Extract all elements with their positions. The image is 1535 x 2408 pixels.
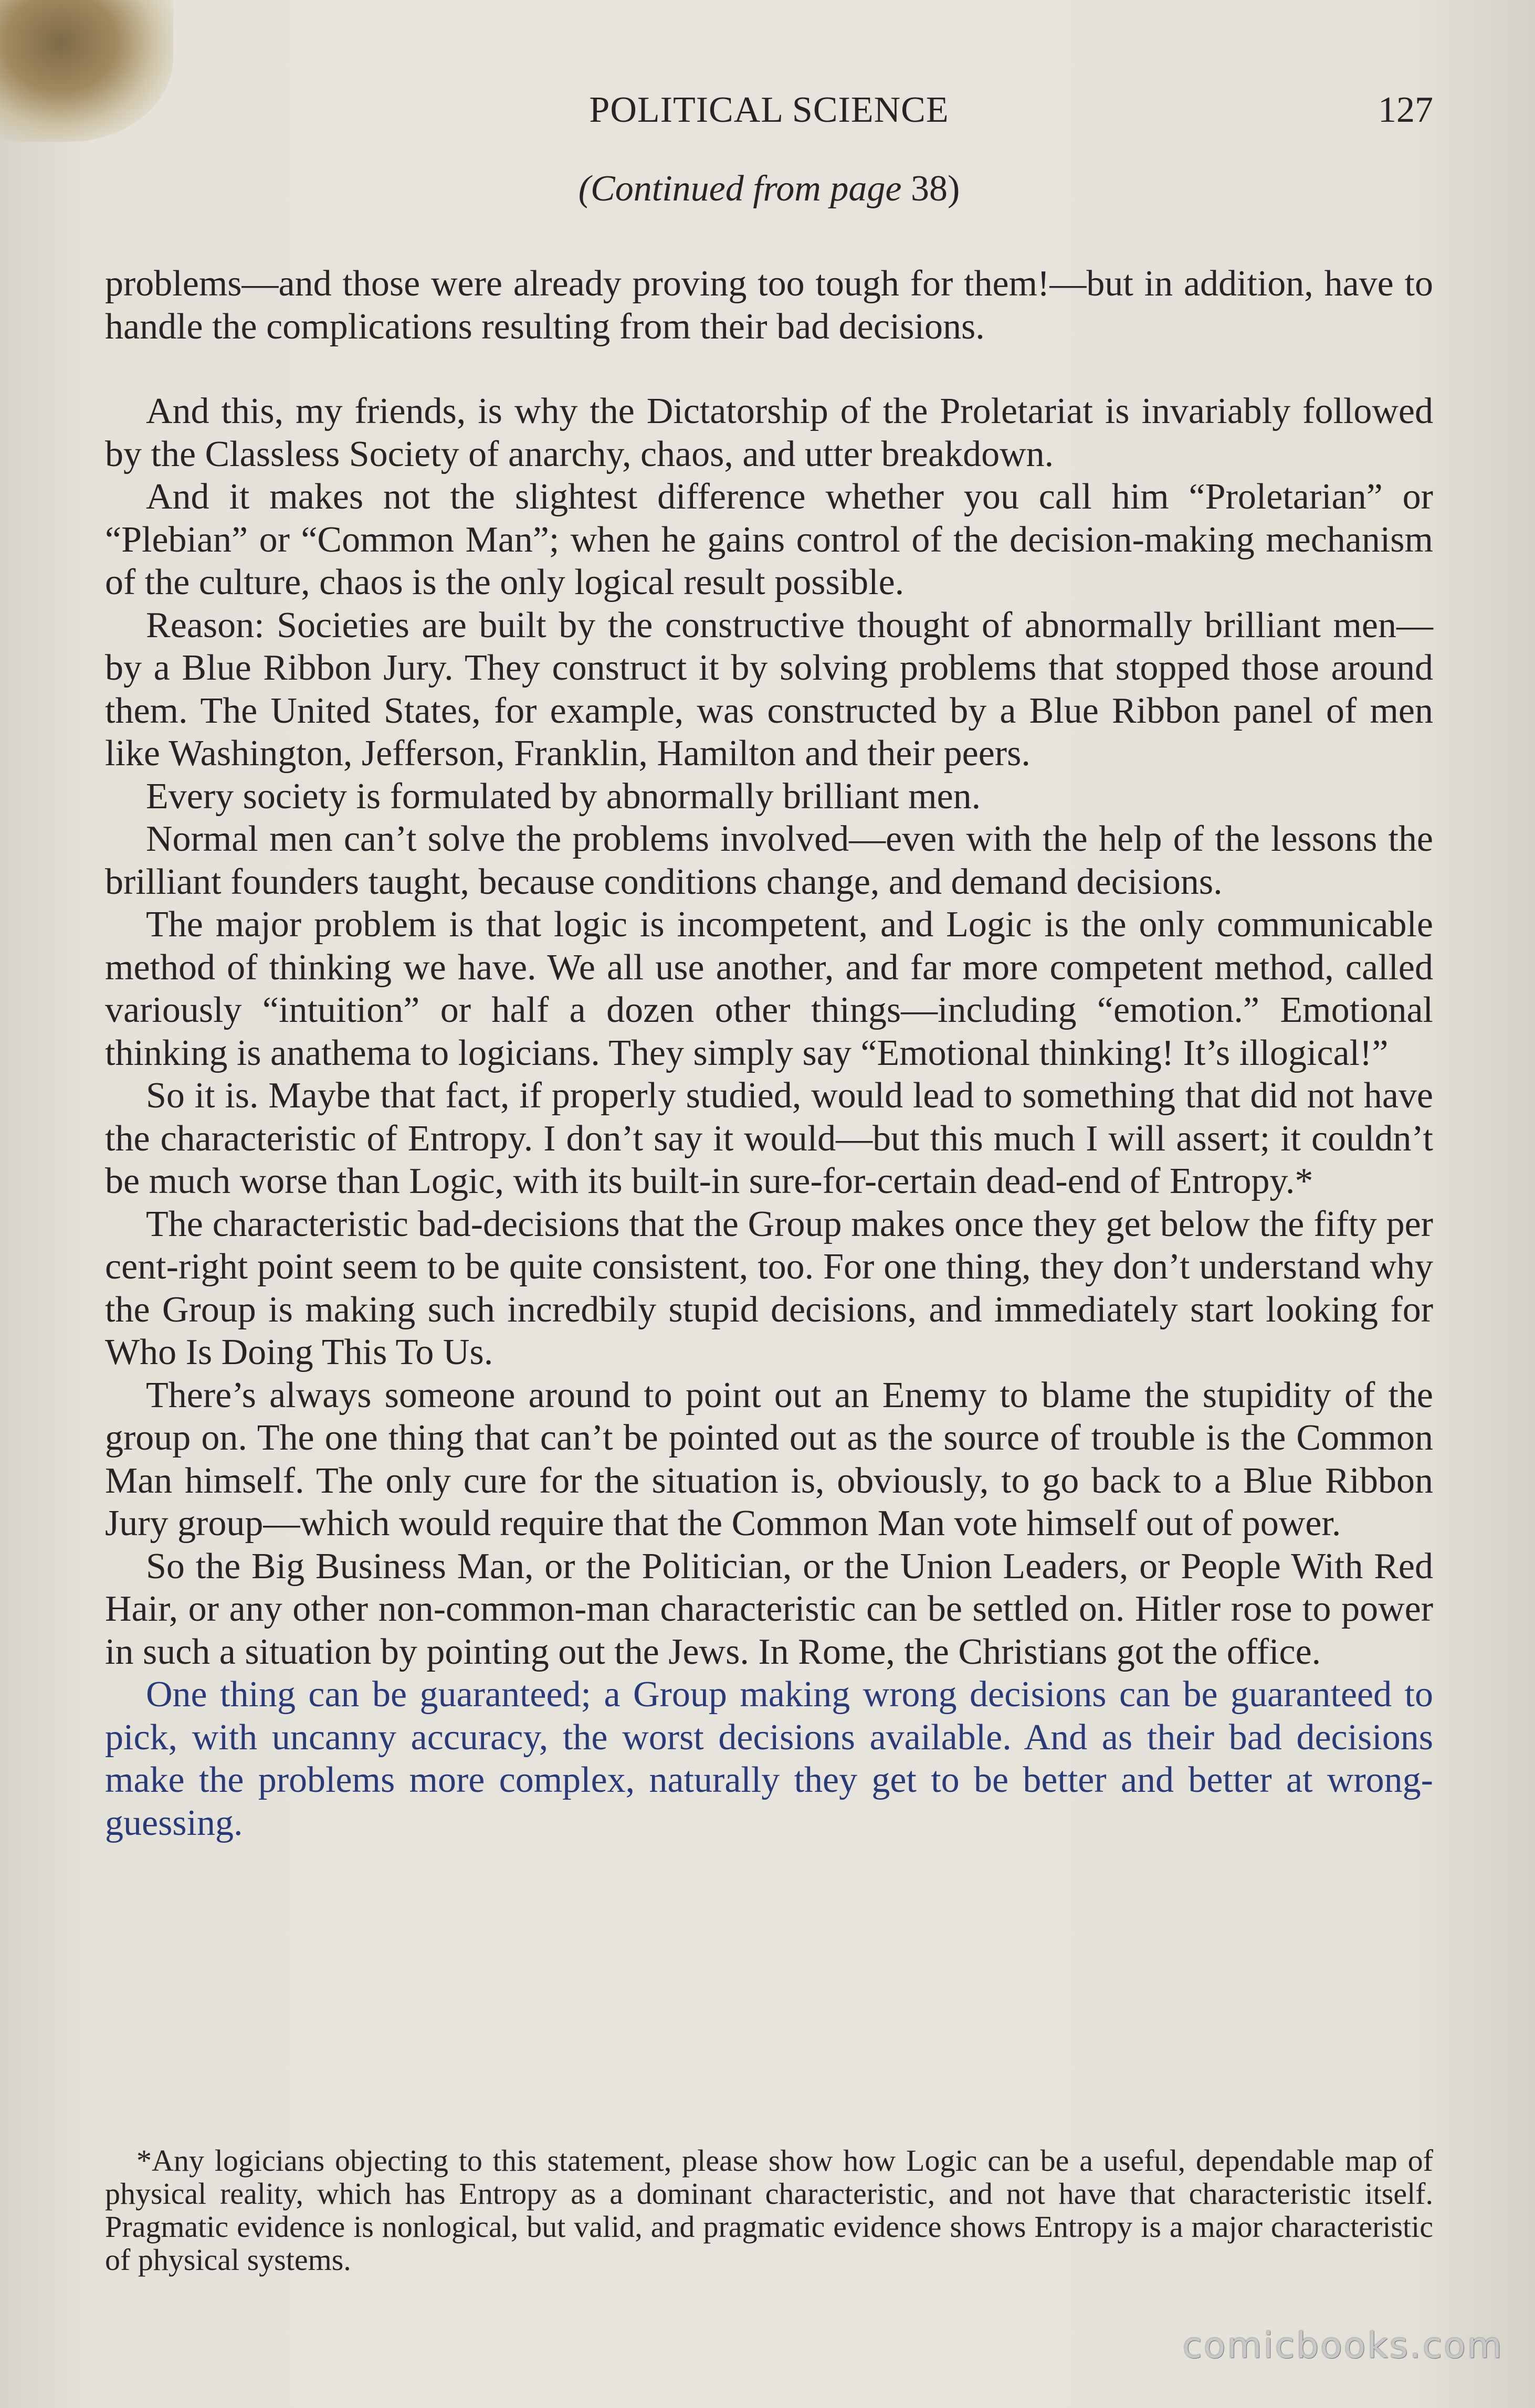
section-title: POLITICAL SCIENCE xyxy=(589,90,949,130)
running-head xyxy=(105,84,1433,142)
paragraph: And this, my friends, is why the Dictatorship of the Proletariat is invariably followed by the Classless Society of anarchy, chaos, and utter breakdown. xyxy=(105,391,1433,474)
paragraph: So the Big Business Man, or the Politician, or the Union Leaders, or People With Red Hair, or any other non-common-man characteristic can be settled on. Hitler rose to power in such a situation by pointing out the Jews. In Rome, the Christians got the office. xyxy=(105,1546,1433,1672)
paragraph: Every society is formulated by abnormally brilliant men. xyxy=(146,776,981,817)
site-watermark: comicbooks.com xyxy=(1182,2325,1504,2367)
paragraph: problems—and those were already proving too tough for them!—but in addition, have to handle the complications resulting from their bad decisions. xyxy=(105,263,1433,347)
paragraph: So it is. Maybe that fact, if properly studied, would lead to something that did not have the characteristic of Entropy. I don’t say it would—but this much I will assert; it couldn’t be much worse than Logic, with its built-in sure-for-certain dead-end of Entropy.* xyxy=(105,1075,1433,1201)
paragraph: And it makes not the slightest difference whether you call him “Proletarian” or “Plebian” or “Common Man”; when he gains control of the decision-making mechanism of the culture, chaos is the only logical result possible. xyxy=(105,477,1433,603)
paragraph: Normal men can’t solve the problems involved—even with the help of the lessons the brilliant founders taught, because conditions change, and demand decisions. xyxy=(105,819,1433,902)
paragraph: The characteristic bad-decisions that the Group makes once they get below the fifty per cent-right point seem to be quite consistent, too. For one thing, they don’t understand why the Group is making such incredbily stupid decisions, and immediately start looking for Who Is Doing This To Us. xyxy=(105,1203,1433,1372)
footnote-text: *Any logicians objecting to this statement, please show how Logic can be a useful, dependable map of physical reality, which has Entropy as a dominant characteristic, and not have that characteristic itself. Pragmatic evidence is nonlogical, but valid, and pragmatic evidence shows Entropy is a major characteristic of physical systems. xyxy=(105,2143,1433,2277)
paragraph: One thing can be guaranteed; a Group making wrong decisions can be guaranteed to pick, with uncanny accuracy, the worst decisions available. And as their bad decisions make the problems more complex, naturally they get to be better and better at wrong-guessing. xyxy=(105,1674,1433,1843)
article-body xyxy=(105,262,1433,1844)
page-number: 127 xyxy=(1378,90,1433,130)
paragraph: The major problem is that logic is incompetent, and Logic is the only communicable method of thinking we have. We all use another, and far more competent method, called variously “intuition” or half a dozen other things—including “emotion.” Emotional thinking is anathema to logicians. They simply say “Emotional thinking! It’s illogical!” xyxy=(105,904,1433,1073)
paragraph: Reason: Societies are built by the constructive thought of abnormally brilliant men—by a Blue Ribbon Jury. They construct it by solving problems that stopped those around them. The United States, for example, was constructed by a Blue Ribbon panel of men like Washington, Jefferson, Franklin, Hamilton and their peers. xyxy=(105,605,1433,774)
paragraph: There’s always someone around to point out an Enemy to blame the stupidity of the group on. The one thing that can’t be pointed out as the source of trouble is the Common Man himself. The only cure for the situation is, obviously, to go back to a Blue Ribbon Jury group—which would require that the Common Man vote himself out of power. xyxy=(105,1375,1433,1544)
continued-page: 38) xyxy=(910,168,960,209)
continued-note xyxy=(105,168,1433,210)
footnote xyxy=(105,2144,1433,2276)
continued-label: (Continued from page xyxy=(578,168,902,209)
